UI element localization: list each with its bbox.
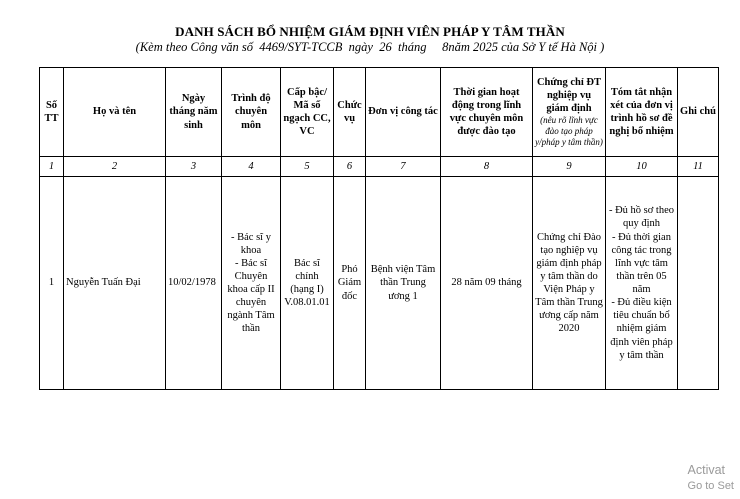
column-number: 4 <box>222 157 281 177</box>
doc-number: 4469/SYT-TCCB <box>259 40 343 54</box>
activation-watermark <box>688 462 734 494</box>
cell-rank: Bác sĩ chính (hạng I) V.08.01.01 <box>281 177 334 390</box>
table-row <box>40 177 719 390</box>
header-workplace: Đơn vị công tác <box>366 68 441 157</box>
column-number-row <box>40 157 719 177</box>
subtitle-day-label: ngày <box>348 40 373 54</box>
header-name: Họ và tên <box>64 68 166 157</box>
header-rank: Cấp bậc/ Mã số ngạch CC, VC <box>281 68 334 157</box>
header-row <box>40 68 719 157</box>
header-experience: Thời gian hoạt động trong lĩnh vực chuyên môn được đào tạo <box>441 68 533 157</box>
header-stt: Số TT <box>40 68 64 157</box>
appointment-table <box>39 67 719 390</box>
cell-dob: 10/02/1978 <box>166 177 222 390</box>
subtitle-prefix: (Kèm theo Công văn số <box>135 40 254 54</box>
column-number: 1 <box>40 157 64 177</box>
document-title: DANH SÁCH BỔ NHIỆM GIÁM ĐỊNH VIÊN PHÁP Y TÂM THẦN <box>175 24 565 39</box>
cell-qualification <box>222 177 281 390</box>
cell-name: Nguyễn Tuấn Đại <box>64 177 166 390</box>
column-number: 5 <box>281 157 334 177</box>
cell-workplace: Bệnh viện Tâm thần Trung ương 1 <box>366 177 441 390</box>
subtitle-day: 26 <box>379 40 392 54</box>
header-dob: Ngày tháng năm sinh <box>166 68 222 157</box>
column-number: 9 <box>533 157 606 177</box>
column-number: 2 <box>64 157 166 177</box>
column-number: 11 <box>678 157 719 177</box>
summary-item: - Đủ thời gian công tác trong lĩnh vực tâm thần trên 05 năm <box>611 231 672 295</box>
watermark-line-1: Activat <box>687 463 726 477</box>
column-number: 6 <box>334 157 366 177</box>
qualification-item: - Bác sĩ Chuyên khoa cấp II chuyên ngành Tâm thần <box>227 257 275 335</box>
cell-position: Phó Giám đốc <box>334 177 366 390</box>
subtitle-month-label: tháng <box>397 40 427 54</box>
cell-stt: 1 <box>40 177 64 390</box>
column-number: 3 <box>166 157 222 177</box>
cell-notes <box>678 177 719 390</box>
header-certificate-label: Chứng chỉ ĐT nghiệp vụ giám định <box>536 77 602 115</box>
cell-experience: 28 năm 09 tháng <box>441 177 533 390</box>
summary-item: - Đủ hồ sơ theo quy định <box>608 205 675 230</box>
summary-item: - Đủ điều kiện tiêu chuẩn bổ nhiệm giám định viên pháp y tâm thần <box>610 297 673 361</box>
header-position: Chức vụ <box>334 68 366 157</box>
column-number: 8 <box>441 157 533 177</box>
subtitle-month: 8 <box>442 40 449 54</box>
column-number: 7 <box>366 157 441 177</box>
column-number: 10 <box>606 157 678 177</box>
header-qualification: Trình độ chuyên môn <box>222 68 281 157</box>
header-certificate <box>533 68 606 157</box>
subtitle-suffix: năm 2025 của Sở Y tế Hà Nội ) <box>448 40 605 54</box>
header-notes: Ghi chú <box>678 68 719 157</box>
qualification-item: - Bác sĩ y khoa <box>231 231 271 256</box>
cell-summary <box>606 177 678 390</box>
watermark-line-2: Go to Set <box>687 479 734 492</box>
header-summary: Tóm tắt nhận xét của đơn vị trình hồ sơ đề nghị bổ nhiệm <box>606 68 678 157</box>
document-subtitle <box>0 40 740 55</box>
cell-certificate: Chứng chỉ Đào tạo nghiệp vụ giám định pháp y tâm thần do Viện Pháp y Tâm thần Trung ương cấp năm 2020 <box>533 177 606 390</box>
header-certificate-note: (nêu rõ lĩnh vực đào tạo pháp y/pháp y tâm thần) <box>535 115 603 148</box>
